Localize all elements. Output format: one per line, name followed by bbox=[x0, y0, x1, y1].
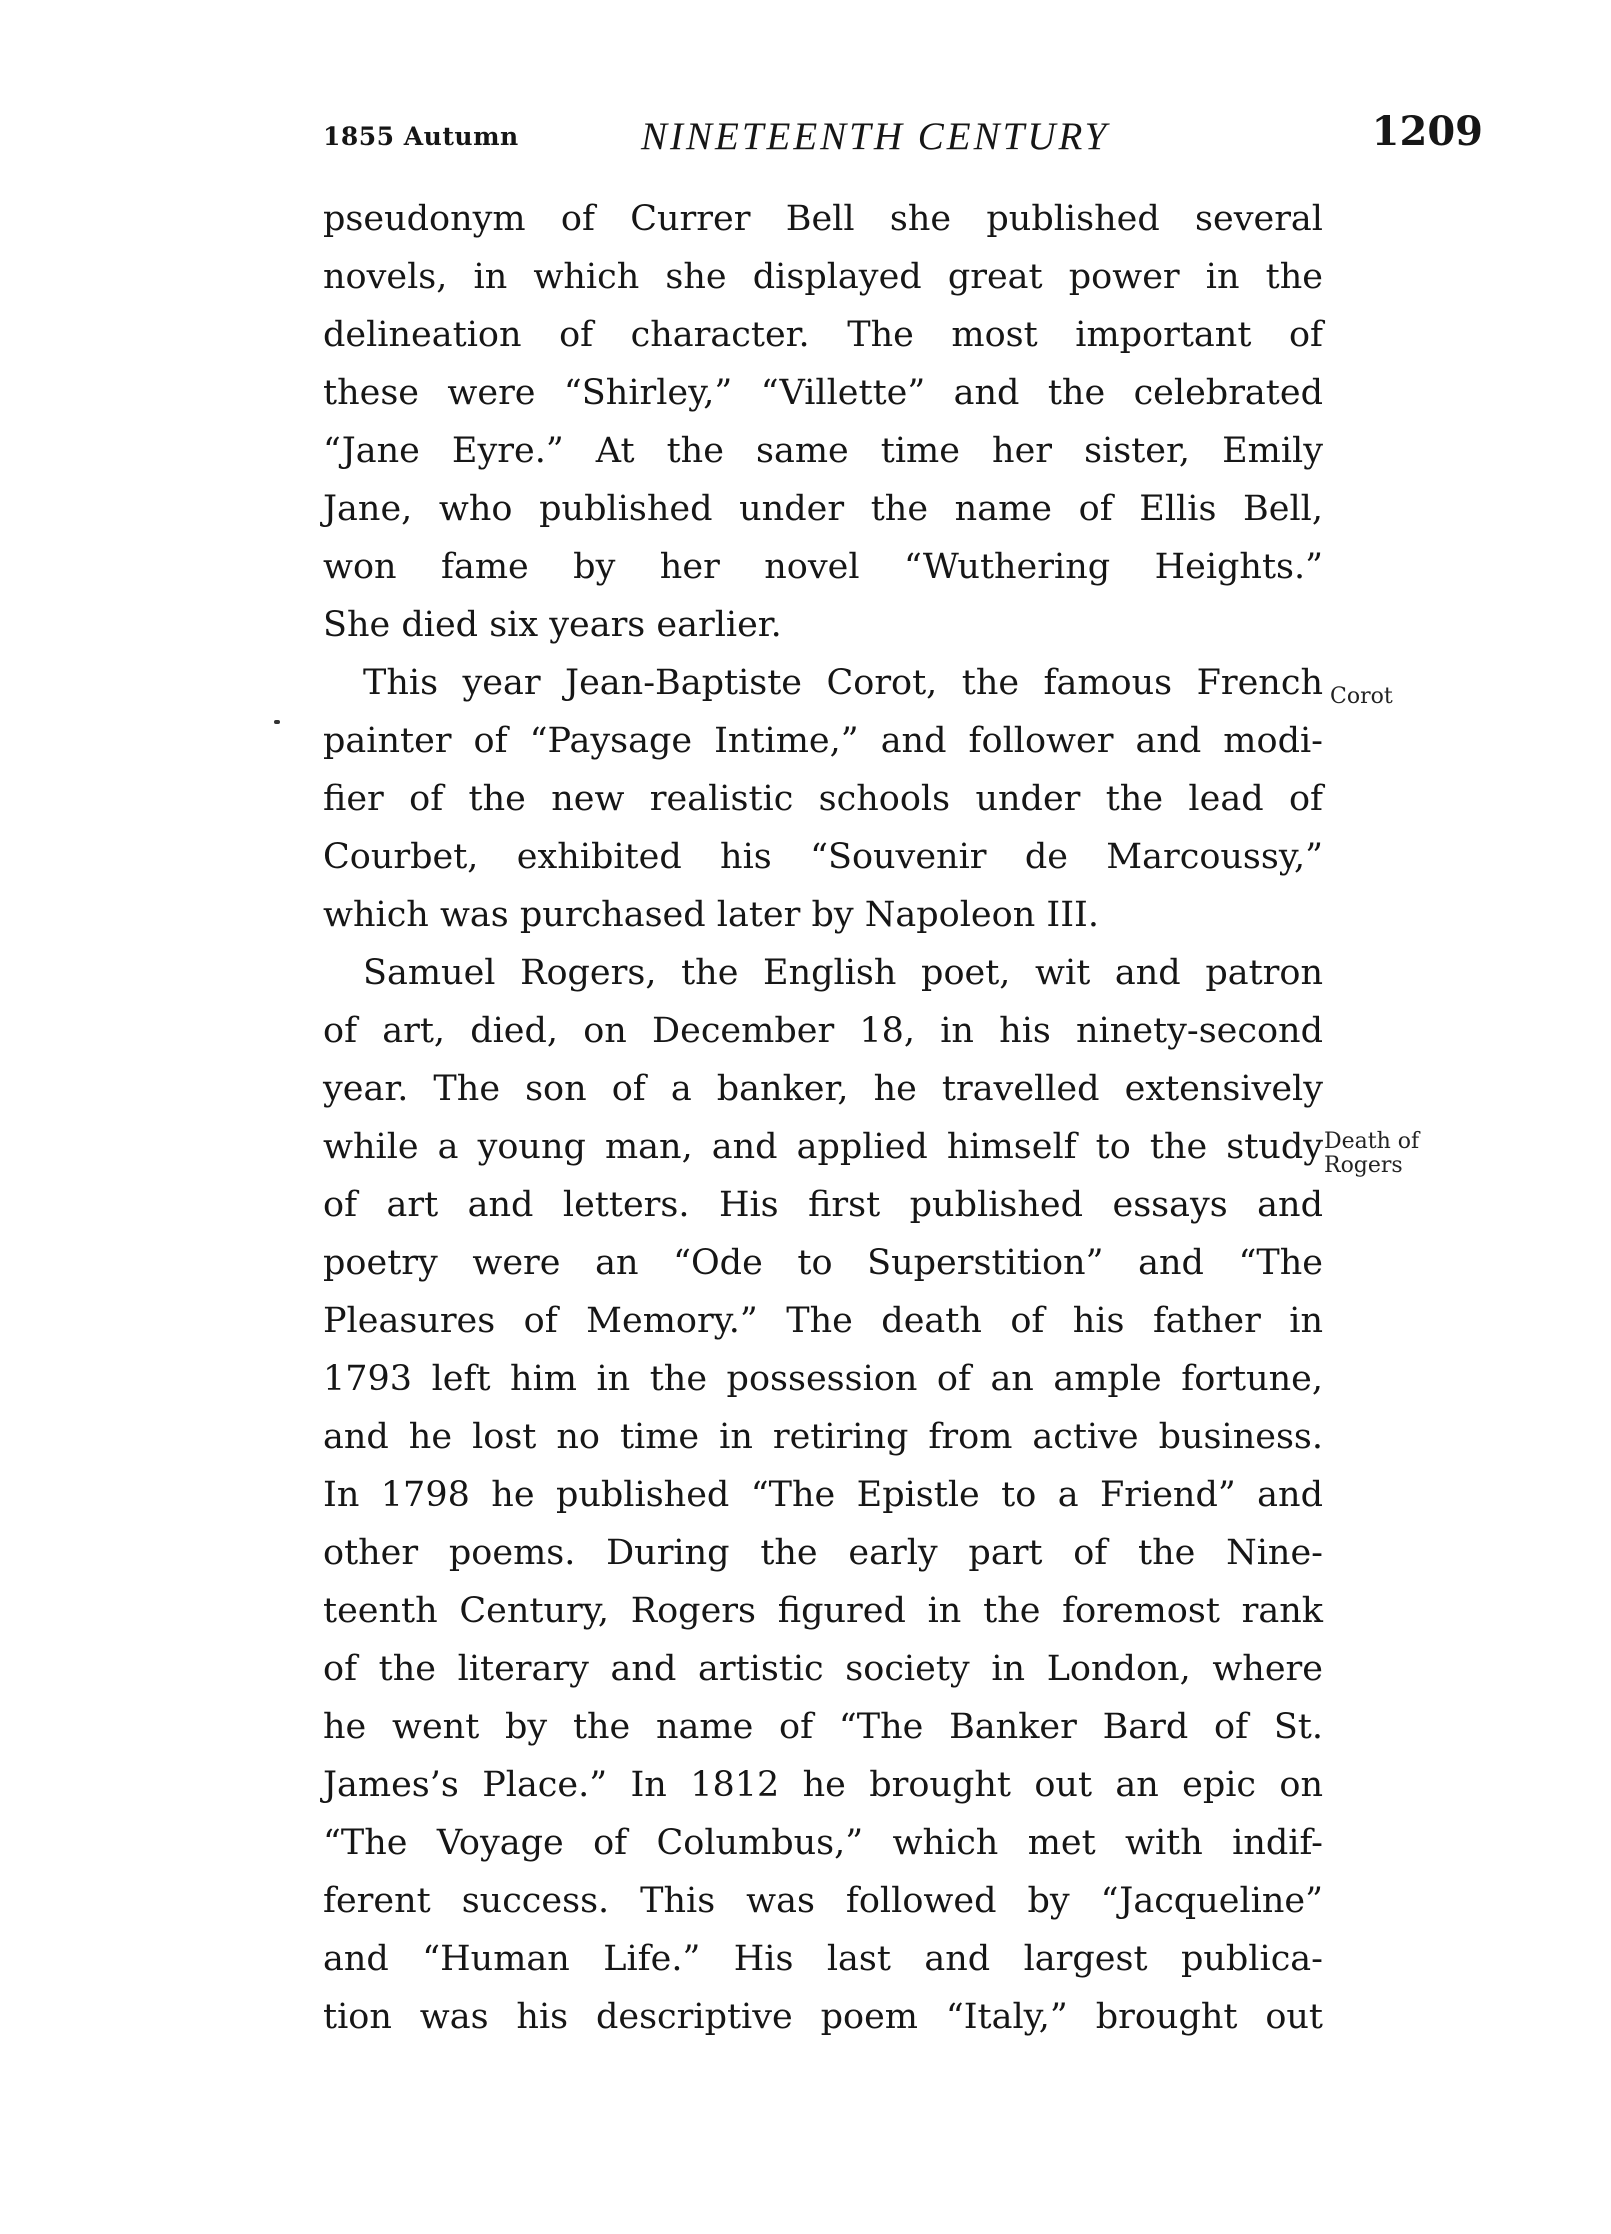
text-line: he went by the name of “The Banker Bard of St. bbox=[323, 1707, 1323, 1747]
margin-note-line: Death of bbox=[1324, 1129, 1420, 1154]
text-line: poetry were an “Ode to Superstition” and “The bbox=[323, 1243, 1323, 1283]
text-line: of the literary and artistic society in London, where bbox=[323, 1649, 1323, 1689]
text-line: and “Human Life.” His last and largest publica- bbox=[323, 1939, 1323, 1979]
text-line: these were “Shirley,” “Villette” and the celebrated bbox=[323, 373, 1323, 413]
text-line: 1793 left him in the possession of an ample fortune, bbox=[323, 1359, 1323, 1399]
margin-note-line: Rogers bbox=[1324, 1153, 1403, 1178]
text-line: novels, in which she displayed great power in the bbox=[323, 257, 1323, 297]
text-line: teenth Century, Rogers figured in the foremost rank bbox=[323, 1591, 1323, 1631]
text-line: Courbet, exhibited his “Souvenir de Marcoussy,” bbox=[323, 837, 1323, 877]
running-head bbox=[323, 108, 1483, 168]
paragraph-start-line: Samuel Rogers, the English poet, wit and patron bbox=[363, 953, 1323, 993]
margin-note-death-of-rogers bbox=[1324, 1130, 1419, 1178]
margin-note-corot: Corot bbox=[1330, 684, 1393, 709]
text-line: fier of the new realistic schools under the lead of bbox=[323, 779, 1323, 819]
running-head-date: 1855 Autumn bbox=[323, 122, 519, 151]
text-line: year. The son of a banker, he travelled extensively bbox=[323, 1069, 1323, 1109]
text-line: painter of “Paysage Intime,” and follower and modi- bbox=[323, 721, 1323, 761]
stray-ink-mark bbox=[274, 720, 280, 724]
text-line: James’s Place.” In 1812 he brought out an epic on bbox=[323, 1765, 1323, 1805]
text-line: “Jane Eyre.” At the same time her sister, Emily bbox=[323, 431, 1323, 471]
text-line: Pleasures of Memory.” The death of his father in bbox=[323, 1301, 1323, 1341]
text-line: In 1798 he published “The Epistle to a Friend” and bbox=[323, 1475, 1323, 1515]
text-line: while a young man, and applied himself to the study bbox=[323, 1127, 1323, 1167]
paragraph-start-line: This year Jean-Baptiste Corot, the famous French bbox=[363, 663, 1323, 703]
text-line: of art, died, on December 18, in his ninety-second bbox=[323, 1011, 1323, 1051]
text-line: Jane, who published under the name of Ellis Bell, bbox=[323, 489, 1323, 529]
text-line: ferent success. This was followed by “Jacqueline” bbox=[323, 1881, 1323, 1921]
text-line: which was purchased later by Napoleon III. bbox=[323, 895, 1099, 935]
page-number: 1209 bbox=[1371, 108, 1483, 155]
text-line: other poems. During the early part of the Nine- bbox=[323, 1533, 1323, 1573]
text-line: and he lost no time in retiring from active business. bbox=[323, 1417, 1323, 1457]
text-line: pseudonym of Currer Bell she published several bbox=[323, 199, 1323, 239]
text-line: She died six years earlier. bbox=[323, 605, 782, 645]
running-head-title: NINETEENTH CENTURY bbox=[641, 115, 1110, 158]
text-line: “The Voyage of Columbus,” which met with indif- bbox=[323, 1823, 1323, 1863]
text-line: of art and letters. His first published essays and bbox=[323, 1185, 1323, 1225]
body-text bbox=[323, 190, 1323, 2046]
text-line: delineation of character. The most important of bbox=[323, 315, 1323, 355]
text-line: won fame by her novel “Wuthering Heights.” bbox=[323, 547, 1323, 587]
text-line: tion was his descriptive poem “Italy,” brought out bbox=[323, 1997, 1323, 2037]
